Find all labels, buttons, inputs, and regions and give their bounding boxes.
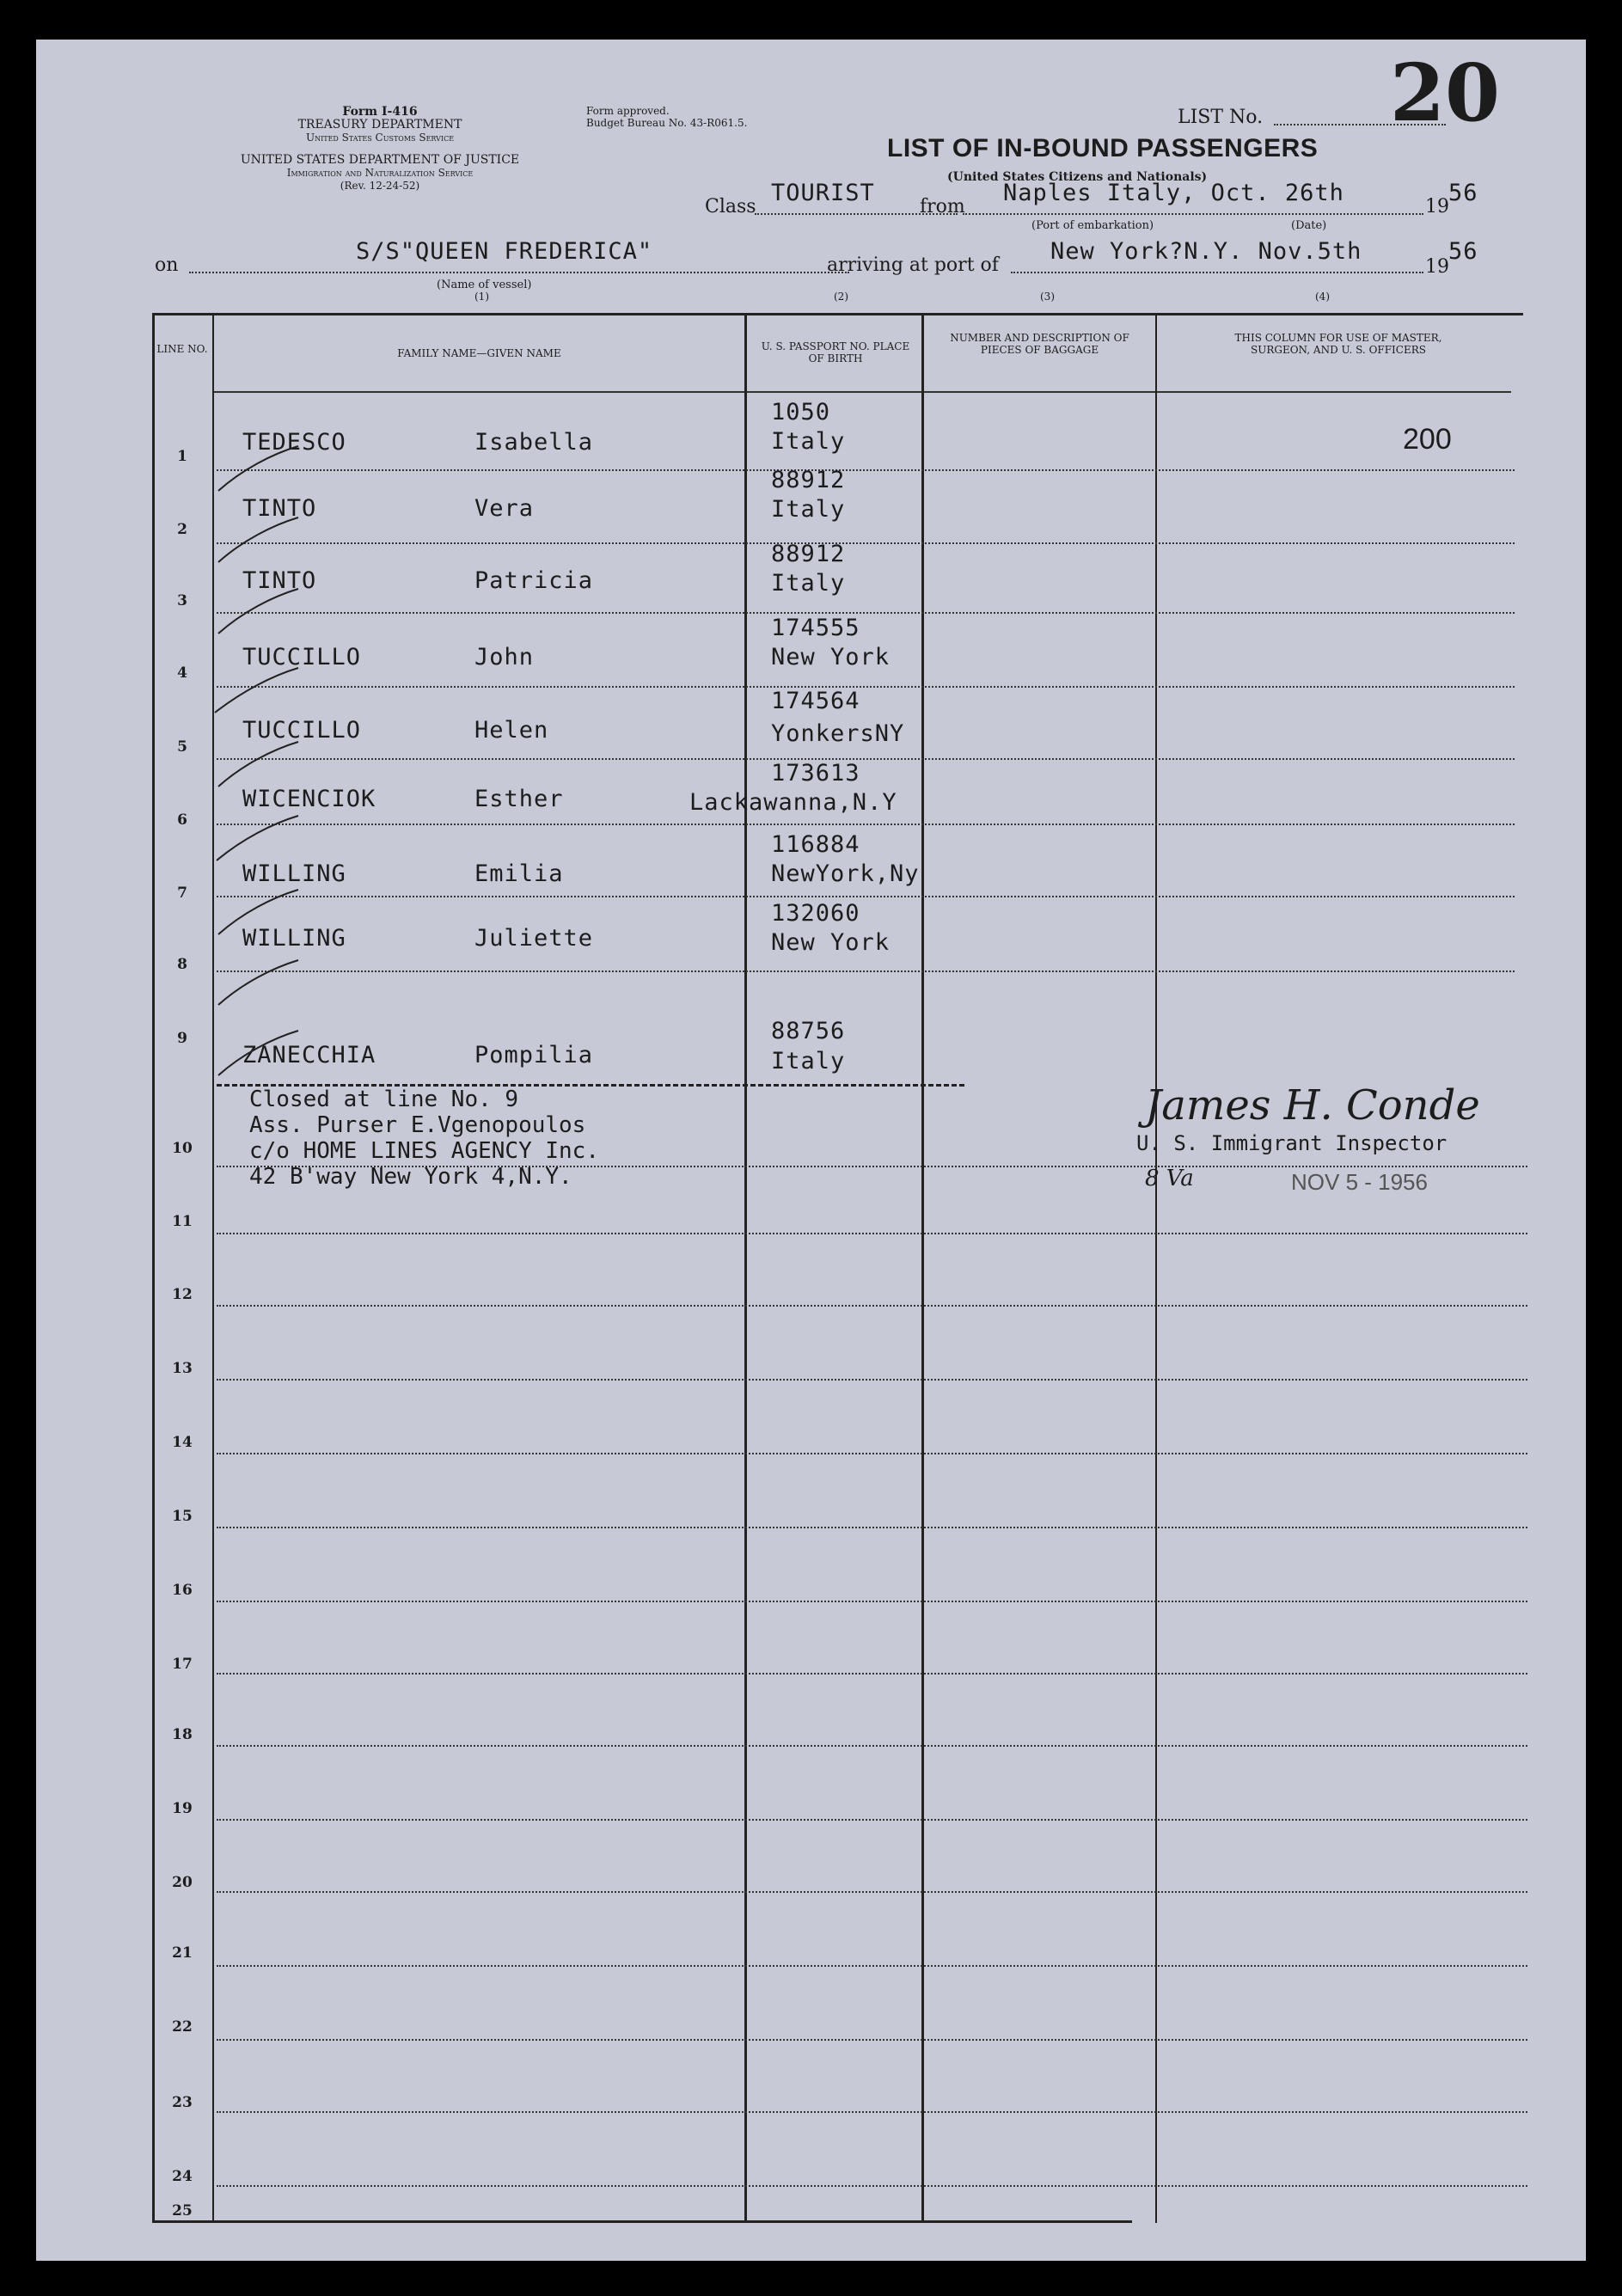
col-num-2: (2)	[834, 291, 848, 303]
row-rule	[217, 1233, 1527, 1234]
check-mark	[208, 586, 303, 638]
from-dots	[963, 213, 1423, 215]
family-name: TINTO	[242, 567, 317, 594]
family-name: WILLING	[242, 925, 346, 952]
line-number: 2	[177, 521, 187, 538]
line-number: 14	[172, 1434, 193, 1451]
check-mark	[208, 813, 303, 865]
line-number: 24	[172, 2168, 193, 2185]
row-rule	[217, 1527, 1527, 1528]
family-name: WICENCIOK	[242, 786, 376, 812]
row-rule	[217, 758, 1515, 760]
ins-service: Immigration and Naturalization Service	[286, 167, 474, 179]
row-rule	[217, 1673, 1527, 1675]
vessel-col-num: (1)	[474, 291, 489, 303]
passenger-list-form	[36, 40, 1586, 2261]
check-mark	[208, 887, 303, 939]
treasury-dept: TREASURY DEPARTMENT	[297, 118, 462, 132]
line-number: 13	[172, 1360, 193, 1377]
line-number: 7	[177, 885, 187, 902]
vessel-dots	[189, 272, 849, 273]
vessel-value: S/S"QUEEN FREDERICA"	[356, 238, 653, 265]
given-name: Emilia	[474, 860, 564, 887]
col-num-3: (3)	[1040, 291, 1055, 303]
row-rule	[217, 970, 1515, 972]
given-name: Isabella	[474, 429, 594, 456]
line-number: 20	[172, 1874, 193, 1891]
name-passport-divider	[744, 313, 747, 2223]
year-prefix-2: 19	[1425, 256, 1449, 278]
passport-number: 1050	[771, 399, 831, 426]
line-number: 5	[177, 738, 187, 756]
line-number: 17	[172, 1656, 193, 1673]
family-name: WILLING	[242, 860, 346, 887]
form-subtitle: (United States Citizens and Nationals)	[947, 170, 1208, 184]
given-name: Patricia	[474, 567, 594, 594]
col-header-baggage: NUMBER AND DESCRIPTION OF PIECES OF BAGGAGE	[950, 332, 1129, 356]
line-number: 10	[172, 1140, 193, 1157]
row-rule	[217, 1745, 1527, 1747]
officer-note: 200	[1403, 423, 1452, 456]
class-value: TOURIST	[771, 180, 875, 206]
inspector-initials: 8 Va	[1145, 1166, 1194, 1191]
place-of-birth: Italy	[771, 570, 846, 597]
line-number: 18	[172, 1726, 193, 1743]
customs-service: United States Customs Service	[305, 132, 455, 144]
line-number: 3	[177, 592, 187, 609]
line-number: 8	[177, 956, 187, 973]
row-rule	[217, 1453, 1527, 1454]
given-name: Esther	[474, 786, 564, 812]
given-name: John	[474, 644, 535, 670]
row-rule	[217, 1965, 1527, 1967]
table-top-rule	[152, 313, 1523, 315]
line-number: 9	[177, 1030, 187, 1047]
form-number: Form I-416	[342, 105, 418, 119]
row-rule	[217, 542, 1515, 544]
col-header-passport: U. S. PASSPORT NO. PLACE OF BIRTH	[761, 340, 910, 364]
passport-number: 132060	[771, 900, 860, 927]
baggage-officer-divider	[1155, 313, 1157, 2223]
line-number: 19	[172, 1800, 193, 1817]
passport-number: 174555	[771, 615, 860, 641]
place-of-birth: Italy	[771, 496, 846, 523]
line-number: 21	[172, 1944, 193, 1962]
col-header-line-no: LINE NO.	[156, 343, 208, 355]
col-header-officers: THIS COLUMN FOR USE OF MASTER, SURGEON, AND U. S. OFFICERS	[1234, 332, 1442, 356]
row-rule	[217, 896, 1515, 897]
list-no-value: 20	[1390, 46, 1501, 139]
list-no-label: LIST No.	[1178, 107, 1264, 128]
check-mark	[208, 515, 303, 566]
given-name: Juliette	[474, 925, 594, 952]
row-rule	[217, 1891, 1527, 1893]
revision-date: (Rev. 12-24-52)	[340, 180, 420, 192]
table-left-border	[152, 313, 155, 2223]
place-of-birth: New York	[771, 644, 891, 670]
row-rule	[217, 1601, 1527, 1602]
given-name: Helen	[474, 717, 549, 744]
given-name: Vera	[474, 495, 535, 522]
family-name: ZANECCHIA	[242, 1042, 376, 1068]
passport-number: 88912	[771, 541, 846, 567]
budget-bureau: Budget Bureau No. 43-R061.5.	[586, 117, 748, 129]
passport-number: 173613	[771, 760, 860, 787]
row-rule	[217, 469, 1515, 471]
arriving-value: New York?N.Y. Nov.5th	[1050, 238, 1362, 265]
place-of-birth: Italy	[771, 428, 846, 455]
from-label: from	[920, 196, 965, 217]
passport-number: 116884	[771, 831, 860, 858]
row-rule	[217, 2039, 1527, 2041]
justice-dept: UNITED STATES DEPARTMENT OF JUSTICE	[240, 153, 520, 167]
table-bottom-rule	[152, 2220, 1132, 2223]
line-number: 15	[172, 1508, 193, 1525]
port-embark-caption: (Port of embarkation)	[1031, 219, 1154, 232]
row-rule	[217, 1379, 1527, 1381]
row-rule	[217, 612, 1515, 614]
place-of-birth: Italy	[771, 1048, 846, 1075]
inspector-title: U. S. Immigrant Inspector	[1136, 1131, 1448, 1155]
family-name: TEDESCO	[242, 429, 346, 456]
line-number: 6	[177, 811, 187, 829]
line-number: 25	[172, 2202, 193, 2219]
passport-baggage-divider	[921, 313, 924, 2223]
arriving-dots	[1011, 272, 1423, 273]
from-value: Naples Italy, Oct. 26th	[1003, 180, 1344, 206]
arriving-label: arriving at port of	[827, 254, 999, 276]
col-num-4: (4)	[1315, 291, 1330, 303]
row-rule	[217, 823, 1515, 825]
place-of-birth: New York	[771, 929, 891, 956]
given-name: Pompilia	[474, 1042, 594, 1068]
line-number: 16	[172, 1582, 193, 1599]
closing-address: 42 B'way New York 4,N.Y.	[249, 1164, 572, 1190]
line-number: 23	[172, 2094, 193, 2111]
inspector-signature: James H. Conde	[1145, 1081, 1480, 1130]
check-mark	[208, 739, 303, 791]
check-mark	[208, 444, 303, 495]
check-mark	[208, 958, 303, 1009]
row-rule	[217, 2111, 1527, 2113]
line-number: 4	[177, 664, 187, 682]
check-mark	[208, 665, 303, 717]
date-caption: (Date)	[1291, 219, 1327, 232]
passport-number: 88756	[771, 1018, 846, 1044]
passport-number: 88912	[771, 467, 846, 493]
closing-agency: c/o HOME LINES AGENCY Inc.	[249, 1138, 599, 1164]
place-of-birth: NewYork,Ny	[771, 860, 920, 887]
closing-purser: Ass. Purser E.Vgenopoulos	[249, 1112, 586, 1138]
family-name: TUCCILLO	[242, 644, 362, 670]
date-stamp: NOV 5 - 1956	[1291, 1169, 1428, 1195]
year-value-2: 56	[1448, 238, 1478, 265]
family-name: TINTO	[242, 495, 317, 522]
passport-number: 174564	[771, 688, 860, 714]
year-prefix-1: 19	[1425, 196, 1449, 217]
line-number: 1	[177, 448, 187, 465]
table-header-rule	[213, 391, 1511, 393]
form-approved: Form approved.	[586, 105, 670, 117]
year-value-1: 56	[1448, 180, 1478, 206]
row-rule	[217, 1819, 1527, 1821]
family-name: TUCCILLO	[242, 717, 362, 744]
row-rule	[217, 1166, 1527, 1167]
line-number: 22	[172, 2018, 193, 2036]
col-header-name: FAMILY NAME—GIVEN NAME	[397, 347, 561, 359]
line-number: 12	[172, 1286, 193, 1303]
on-label: on	[155, 254, 179, 276]
place-of-birth: YonkersNY	[771, 720, 905, 747]
vessel-caption: (Name of vessel)	[437, 279, 532, 291]
row-rule	[217, 686, 1515, 688]
row-rule	[217, 2185, 1527, 2187]
line-number: 11	[172, 1213, 193, 1230]
check-mark	[208, 1028, 303, 1080]
form-title: LIST OF IN-BOUND PASSENGERS	[887, 134, 1319, 162]
row-rule	[217, 1305, 1527, 1307]
closing-line-note: Closed at line No. 9	[249, 1087, 519, 1112]
place-of-birth: Lackawanna,N.Y	[689, 789, 897, 816]
class-label: Class	[705, 196, 756, 217]
